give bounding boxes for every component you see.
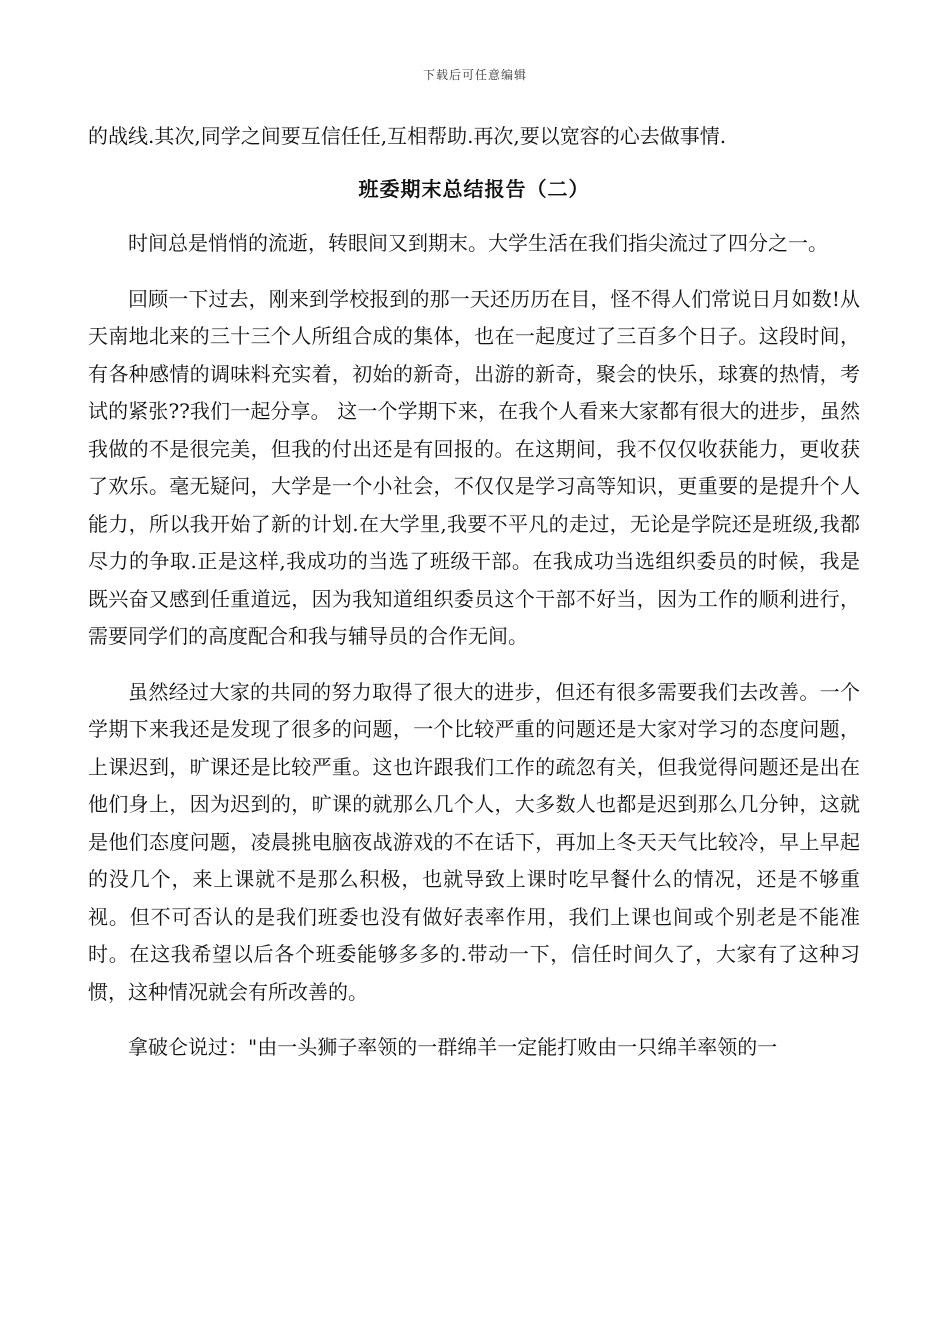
paragraph-3: 虽然经过大家的共同的努力取得了很大的进步，但还有很多需要我们去改善。一个学期下来我还是发现了很多的问题，一个比较严重的问题还是大家对学习的态度问题，上课迟到，旷课还是比较严重。这也许跟我们工作的疏忽有关，但我觉得问题还是出在他们身上，因为迟到的，旷课的就那么几个人，大多数人也都是迟到那么几分钟，这就是他们态度问题，凌晨挑电脑夜战游戏的不在话下，再加上冬天天气比较冷，早上早起的没几个，来上课就不是那么积极，也就导致上课时吃早餐什么的情况，还是不够重视。但不可否认的是我们班委也没有做好表率作用，我们上课也间或个别老是不能准时。在这我希望以后各个班委能够多多的.带动一下，信任时间久了，大家有了这种习惯，这种情况就会有所改善的。	[88, 679, 860, 1004]
paragraph-4: 拿破仑说过："由一头狮子率领的一群绵羊一定能打败由一只绵羊率领的一	[128, 1035, 778, 1059]
continuation-paragraph: 的战线.其次,同学之间要互信任任,互相帮助.再次,要以宽容的心去做事情.	[88, 124, 727, 148]
page-header: 下载后可任意编辑	[422, 68, 527, 82]
document-body	[88, 118, 860, 1067]
section-title: 班委期末总结报告（二）	[358, 176, 590, 201]
paragraph-1: 时间总是悄悄的流逝，转眼间又到期末。大学生活在我们指尖流过了四分之一。	[128, 231, 828, 255]
paragraph-2: 回顾一下过去，刚来到学校报到的那一天还历历在目，怪不得人们常说日月如数!从天南地北来的三十三个人所组合成的集体，也在一起度过了三百多个日子。这段时间，有各种感情的调味料充实着，初始的新奇，出游的新奇，聚会的快乐，球赛的热情，考试的紧张??我们一起分享。 这一个学期下来，在我个人看来大家都有很大的进步，虽然我做的不是很完美，但我的付出还是有回报的。在这期间，我不仅仅收获能力，更收获了欢乐。毫无疑问，大学是一个小社会，不仅仅是学习高等知识，更重要的是提升个人能力，所以我开始了新的计划.在大学里,我要不平凡的走过，无论是学院还是班级,我都尽力的争取.正是这样,我成功的当选了班级干部。在我成功当选组织委员的时候，我是既兴奋又感到任重道远，因为我知道组织委员这个干部不好当，因为工作的顺利进行，需要同学们的高度配合和我与辅导员的合作无间。	[88, 286, 860, 648]
